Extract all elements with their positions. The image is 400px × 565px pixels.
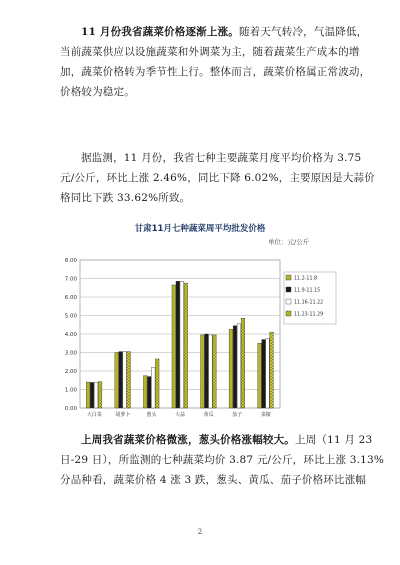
legend-label: 11.9-11.15 bbox=[294, 288, 321, 294]
bar bbox=[237, 324, 241, 408]
bar bbox=[115, 353, 119, 409]
bar bbox=[172, 285, 176, 408]
vegetable-price-chart bbox=[50, 248, 350, 428]
y-tick-label: 8.00 bbox=[64, 258, 77, 264]
legend-label: 11.23-11.29 bbox=[294, 312, 324, 318]
paragraph-lead: 上周我省蔬菜价格微涨，葱头价格涨幅较大。 bbox=[81, 434, 295, 446]
bar bbox=[229, 329, 233, 408]
bar bbox=[266, 339, 270, 408]
bar bbox=[86, 382, 90, 408]
x-tick-label: 茄子 bbox=[232, 412, 243, 418]
x-tick-label: 大白菜 bbox=[86, 412, 102, 418]
paragraph-line: 11 月份我省蔬菜价格逐渐上涨。随着天气转冷，气温降低， bbox=[81, 26, 368, 38]
bar bbox=[127, 352, 131, 408]
x-tick-label: 黄瓜 bbox=[203, 412, 214, 418]
bar bbox=[147, 377, 151, 408]
bar bbox=[270, 332, 274, 408]
chart-title: 甘肃11月七种蔬菜周平均批发价格 bbox=[134, 224, 266, 234]
y-tick-label: 0.00 bbox=[64, 406, 77, 412]
paragraph-line: 当前蔬菜供应以设施蔬菜和外调菜为主，随着蔬菜生产成本的增 bbox=[60, 46, 360, 58]
chart-bars bbox=[86, 281, 273, 408]
bar bbox=[90, 382, 94, 408]
y-tick-label: 7.00 bbox=[64, 276, 77, 283]
bar bbox=[233, 326, 237, 408]
bar bbox=[213, 335, 217, 408]
legend-label: 11.2-11.8 bbox=[294, 276, 318, 282]
bar bbox=[98, 382, 102, 408]
paragraph-line: 格同比下跌 33.62%所致。 bbox=[60, 192, 191, 204]
chart-legend bbox=[284, 272, 336, 324]
bar bbox=[119, 352, 123, 408]
bar bbox=[258, 343, 262, 408]
paragraph-november-overview bbox=[60, 22, 371, 102]
legend-swatch bbox=[286, 287, 291, 292]
page-number: 2 bbox=[197, 528, 203, 536]
paragraph-line: 价格较为稳定。 bbox=[60, 86, 135, 98]
x-tick-label: 大蒜 bbox=[174, 412, 186, 418]
paragraph-line: 加，蔬菜价格转为季节性上行。整体而言，蔬菜价格属正常波动， bbox=[60, 66, 371, 78]
legend-swatch bbox=[286, 275, 291, 280]
y-tick-label: 3.00 bbox=[64, 350, 77, 357]
bar bbox=[201, 335, 205, 408]
bar bbox=[143, 376, 147, 408]
bar bbox=[205, 334, 209, 408]
bar bbox=[123, 352, 127, 408]
bar bbox=[155, 359, 159, 408]
legend-swatch bbox=[286, 299, 291, 304]
paragraph-line: 据监测，11 月份，我省七种主要蔬菜月度平均价格为 3.75 bbox=[81, 152, 362, 164]
paragraph-last-week bbox=[60, 430, 385, 490]
y-tick-label: 4.00 bbox=[64, 332, 77, 338]
paragraph-monitoring bbox=[60, 148, 375, 208]
x-tick-label: 葱头 bbox=[146, 412, 157, 418]
paragraph-line: 上周我省蔬菜价格微涨，葱头价格涨幅较大。上周（11 月 23 bbox=[81, 434, 373, 446]
legend-label: 11.16-11.22 bbox=[294, 300, 324, 306]
bar bbox=[94, 382, 98, 408]
bar bbox=[151, 367, 155, 408]
y-tick-label: 5.00 bbox=[64, 313, 77, 320]
bar bbox=[241, 318, 245, 408]
bar bbox=[180, 281, 184, 408]
y-tick-label: 2.00 bbox=[64, 369, 77, 375]
x-tick-label: 胡萝卜 bbox=[115, 412, 131, 418]
chart-unit-label: 单位：元/公斤 bbox=[268, 238, 310, 246]
bar bbox=[176, 281, 180, 408]
paragraph-line: 分品种看，蔬菜价格 4 涨 3 跌，葱头、黄瓜、茄子价格环比涨幅 bbox=[60, 474, 367, 486]
y-tick-label: 1.00 bbox=[64, 387, 77, 394]
x-tick-label: 菜椒 bbox=[260, 412, 271, 418]
bar bbox=[209, 335, 213, 408]
paragraph-lead: 11 月份我省蔬菜价格逐渐上涨。 bbox=[81, 26, 239, 38]
paragraph-line: 日-29 日），所监测的七种蔬菜均价 3.87 元/公斤，环比上涨 3.13% bbox=[60, 454, 385, 466]
legend-swatch bbox=[286, 311, 291, 316]
paragraph-line: 元/公斤，环比上涨 2.46%，同比下降 6.02%，主要原因是大蒜价 bbox=[60, 172, 375, 184]
bar bbox=[184, 283, 188, 408]
y-tick-label: 6.00 bbox=[64, 295, 77, 301]
bar bbox=[262, 340, 266, 408]
